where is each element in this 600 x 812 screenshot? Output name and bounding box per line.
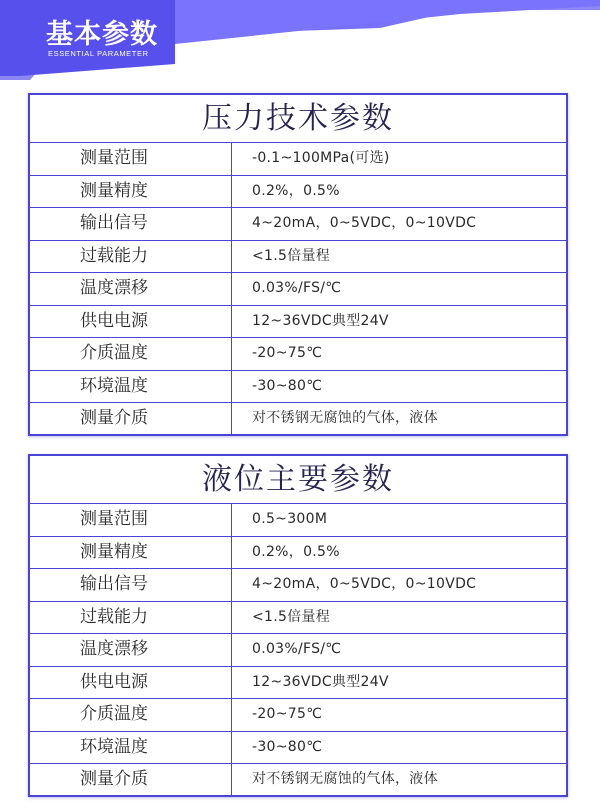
table-row xyxy=(30,273,566,306)
row-value: <1.5倍量程 xyxy=(252,608,331,625)
row-value: 4~20mA，0~5VDC，0~10VDC xyxy=(252,215,477,231)
row-label: 过载能力 xyxy=(30,602,232,634)
row-value: -20~75℃ xyxy=(252,345,323,361)
row-label: 温度漂移 xyxy=(30,634,232,666)
table-row xyxy=(30,371,566,404)
pressure-params-table xyxy=(28,93,568,436)
row-label: 温度漂移 xyxy=(30,273,232,305)
row-label: 测量介质 xyxy=(30,403,232,436)
table-title: 液位主要参数 xyxy=(30,456,566,504)
row-label: 测量介质 xyxy=(30,764,232,797)
row-value: 0.2%，0.5% xyxy=(252,182,340,199)
table-row xyxy=(30,241,566,274)
table-row xyxy=(30,338,566,371)
row-value: 对不锈钢无腐蚀的气体，液体 xyxy=(252,410,438,426)
table-row xyxy=(30,667,566,700)
row-value: 0.2%，0.5% xyxy=(252,543,340,560)
table-row xyxy=(30,176,566,209)
table-title: 压力技术参数 xyxy=(30,95,566,143)
row-label: 环境温度 xyxy=(30,732,232,764)
row-label: 介质温度 xyxy=(30,699,232,731)
row-value: -30~80℃ xyxy=(252,377,323,394)
row-label: 输出信号 xyxy=(30,208,232,240)
section-banner xyxy=(0,0,600,80)
row-value: 4~20mA，0~5VDC，0~10VDC xyxy=(252,576,477,592)
row-label: 过载能力 xyxy=(30,241,232,273)
row-value: 对不锈钢无腐蚀的气体，液体 xyxy=(252,771,438,787)
row-label: 测量精度 xyxy=(30,537,232,569)
table-row xyxy=(30,306,566,339)
table-row xyxy=(30,537,566,570)
row-label: 输出信号 xyxy=(30,569,232,601)
banner-subtitle: ESSENTIAL PARAMETER xyxy=(48,49,149,58)
table-row xyxy=(30,634,566,667)
row-label: 介质温度 xyxy=(30,338,232,370)
table-row xyxy=(30,732,566,765)
table-row xyxy=(30,208,566,241)
table-row xyxy=(30,569,566,602)
row-value: -30~80℃ xyxy=(252,738,323,755)
row-label: 环境温度 xyxy=(30,371,232,403)
table-row xyxy=(30,764,566,797)
row-value: -20~75℃ xyxy=(252,706,323,722)
row-value: 0.03%/FS/℃ xyxy=(252,641,342,657)
row-value: -0.1~100MPa(可选) xyxy=(252,150,390,166)
table-row xyxy=(30,504,566,537)
row-value: 0.5~300M xyxy=(252,511,328,527)
row-label: 测量范围 xyxy=(30,504,232,536)
row-value: 12~36VDC典型24V xyxy=(252,673,389,690)
table-row xyxy=(30,143,566,176)
row-label: 供电电源 xyxy=(30,667,232,699)
row-value: <1.5倍量程 xyxy=(252,247,331,264)
table-row xyxy=(30,403,566,436)
table-row xyxy=(30,699,566,732)
table-row xyxy=(30,602,566,635)
row-value: 12~36VDC典型24V xyxy=(252,312,389,329)
row-label: 测量精度 xyxy=(30,176,232,208)
row-label: 测量范围 xyxy=(30,143,232,175)
row-label: 供电电源 xyxy=(30,306,232,338)
row-value: 0.03%/FS/℃ xyxy=(252,280,342,296)
banner-title: 基本参数 xyxy=(46,19,158,50)
level-params-table xyxy=(28,454,568,797)
